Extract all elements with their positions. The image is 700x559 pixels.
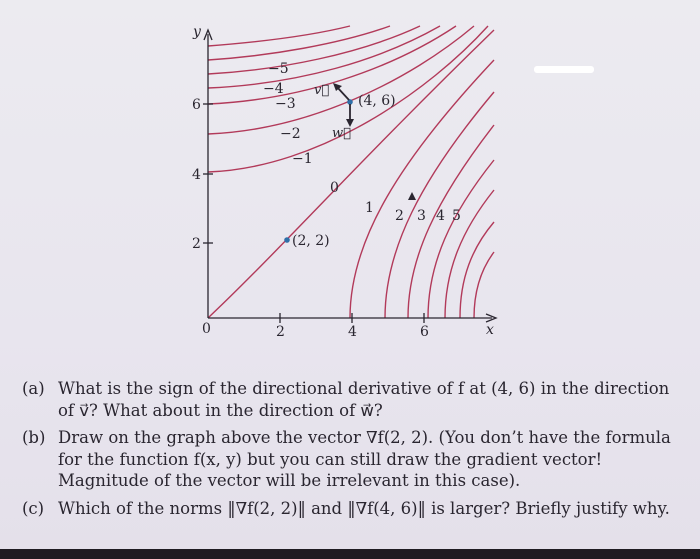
x-tick-label-6: 6 [420,324,429,340]
contour-label-3: 3 [417,208,426,224]
contour-pos7 [474,252,494,318]
question-b-label: (b) [22,428,46,447]
question-a-text: What is the sign of the directional derivative of f at (4, 6) in the direction of v⃗? What about in the direction of w⃗? [58,379,670,420]
question-a [22,378,687,421]
question-b-text: Draw on the graph above the vector ∇f(2, 2). (You don’t have the formula for the function f(x, y) but you can still draw the gradient vector! Magnitude of the vector will be irrelevant in this case). [58,428,671,490]
question-a-label: (a) [22,379,45,398]
small-tangent-arrow-icon [408,192,416,200]
origin-label: 0 [202,321,211,337]
contour-pos6 [460,222,494,318]
question-list [22,378,687,525]
question-c [22,498,687,520]
contour-label-2: 2 [395,208,404,224]
contour-label-5: 5 [452,208,461,224]
x-tick-label-2: 2 [276,324,285,340]
point-4-6-label: (4, 6) [358,93,396,109]
y-tick-label-6: 6 [192,97,201,113]
contour-label-neg2: −2 [280,126,301,142]
point-2-2-label: (2, 2) [292,233,330,249]
contour-lines [208,26,494,318]
vector-w-label: w⃗ [332,126,351,141]
y-tick-label-4: 4 [192,167,201,183]
y-tick-label-2: 2 [192,236,201,252]
x-axis-label: x [486,322,494,338]
point-4-6 [347,93,395,109]
y-axis-label: y [193,24,201,40]
contour-label-4: 4 [436,208,445,224]
contour-label-neg5: −5 [268,61,289,77]
vector-w [332,104,354,141]
contour-label-neg1: −1 [292,151,313,167]
question-c-label: (c) [22,498,45,518]
contour-label-0: 0 [330,180,339,196]
bottom-edge [0,549,700,559]
contour-label-neg3: −3 [275,96,296,112]
question-c-text: Which of the norms ‖∇f(2, 2)‖ and ‖∇f(4, 6)‖ is larger? Briefly justify why. [58,498,670,518]
vector-v [314,83,349,100]
x-tick-label-4: 4 [348,324,357,340]
contour-zero [208,30,494,318]
point-2-2 [284,233,329,249]
contour-label-1: 1 [365,200,374,216]
question-b [22,427,687,492]
contour-label-neg4: −4 [263,81,284,97]
vector-v-label: v⃗ [314,83,330,98]
